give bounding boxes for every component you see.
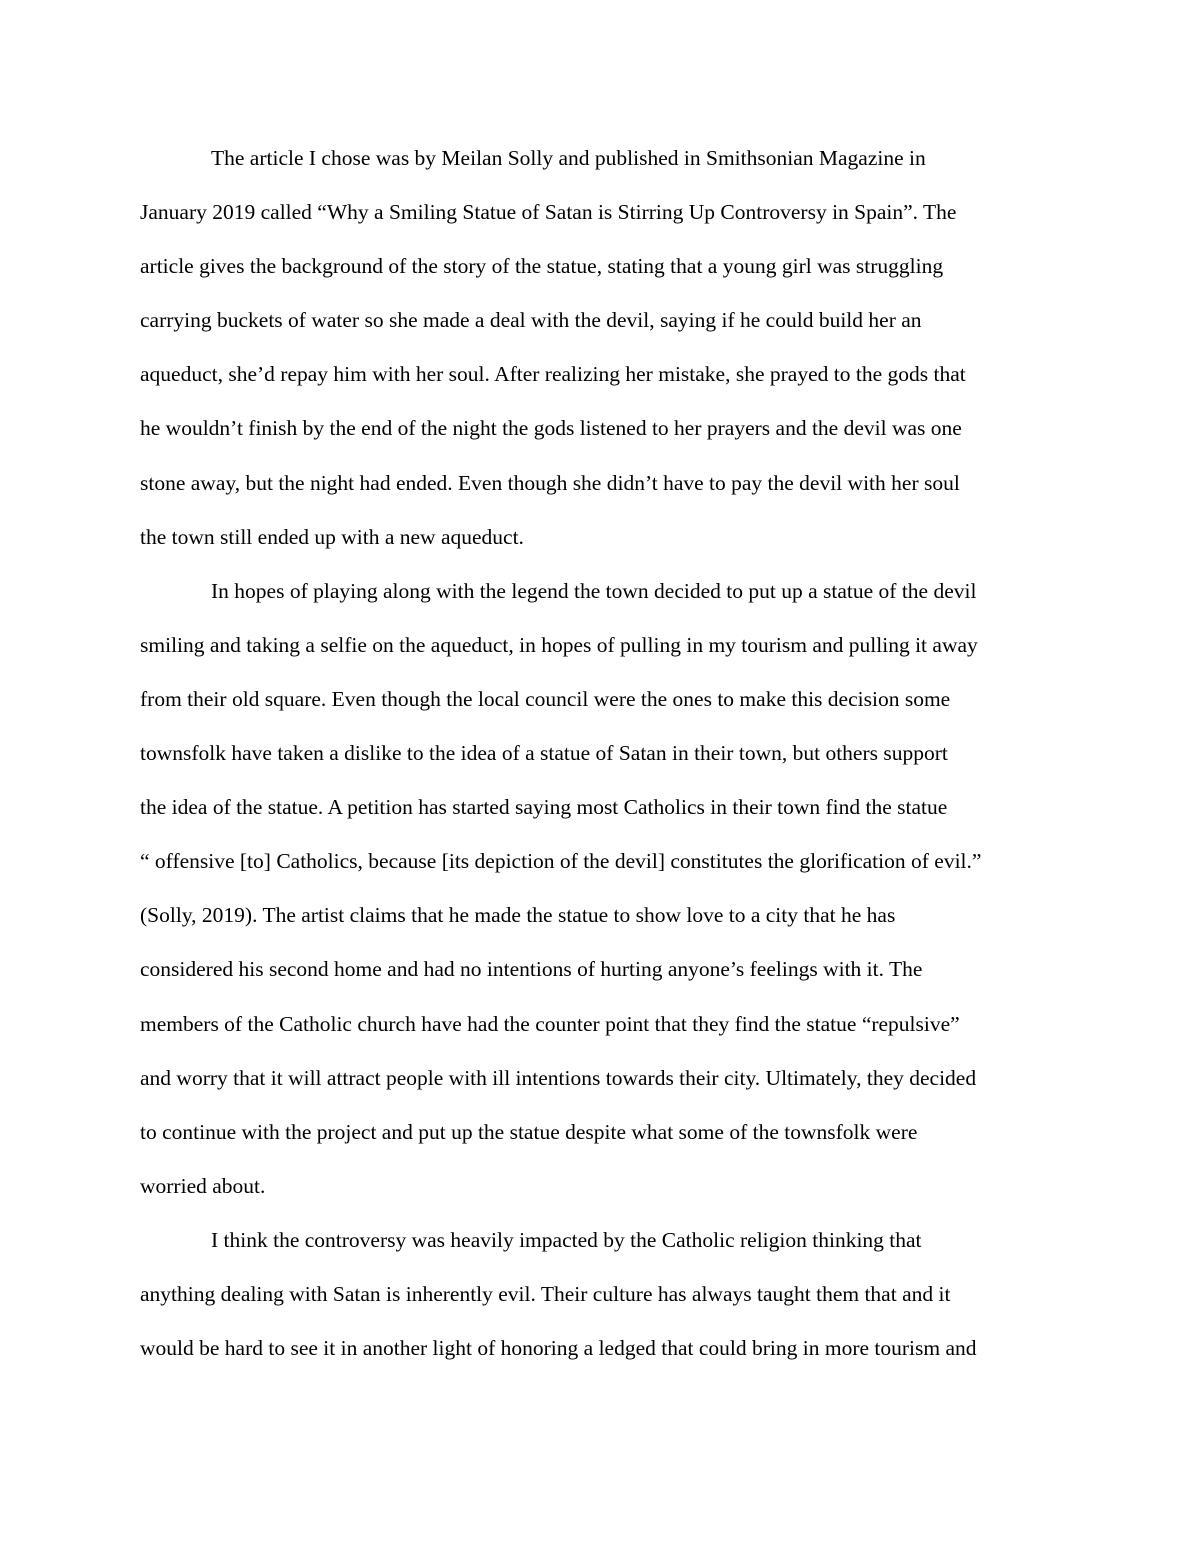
text-line: I think the controversy was heavily impacted by the Catholic religion thinking that [211,1227,922,1252]
text-line: and worry that it will attract people with ill intentions towards their city. Ultimately, they decided [140,1065,977,1090]
text-line: anything dealing with Satan is inherently evil. Their culture has always taught them that and it [140,1281,951,1306]
text-line: The article I chose was by Meilan Solly and published in Smithsonian Magazine in [211,146,926,170]
text-line: January 2019 called “Why a Smiling Statue of Satan is Stirring Up Controversy in Spain”. The [140,200,957,225]
text-line: stone away, but the night had ended. Even though she didn’t have to pay the devil with her soul [140,470,960,495]
text-line: worried about. [140,1173,266,1198]
text-line: members of the Catholic church have had the counter point that they find the statue “repulsive” [140,1011,960,1036]
text-line: smiling and taking a selfie on the aqueduct, in hopes of pulling in my tourism and pulling it away [140,632,978,657]
text-line: article gives the background of the story of the statue, stating that a young girl was struggling [140,254,944,279]
text-line: from their old square. Even though the local council were the ones to make this decision some [140,686,951,711]
text-line: townsfolk have taken a dislike to the idea of a statue of Satan in their town, but others support [140,741,948,766]
text-line: “ offensive [to] Catholics, because [its depiction of the devil] constitutes the glorification of evil.” [140,849,982,874]
text-line: In hopes of playing along with the legend the town decided to put up a statue of the devil [211,578,977,603]
text-line: considered his second home and had no intentions of hurting anyone’s feelings with it. The [140,957,923,982]
text-line: would be hard to see it in another light of honoring a ledged that could bring in more tourism and [140,1336,977,1361]
text-line: (Solly, 2019). The artist claims that he made the statue to show love to a city that he has [140,903,896,928]
paragraph-statue-controversy [140,564,1072,1213]
text-line: the idea of the statue. A petition has started saying most Catholics in their town find the statue [140,795,948,820]
paragraph-opinion [140,1213,1072,1375]
paragraph-article-summary [140,131,1072,564]
text-line: he wouldn’t finish by the end of the night the gods listened to her prayers and the devil was one [140,416,962,441]
text-line: to continue with the project and put up the statue despite what some of the townsfolk were [140,1119,918,1144]
text-line: carrying buckets of water so she made a deal with the devil, saying if he could build her an [140,308,922,333]
text-line: aqueduct, she’d repay him with her soul. After realizing her mistake, she prayed to the gods that [140,362,966,387]
text-line: the town still ended up with a new aqueduct. [140,524,524,549]
essay-body [140,131,1072,1375]
